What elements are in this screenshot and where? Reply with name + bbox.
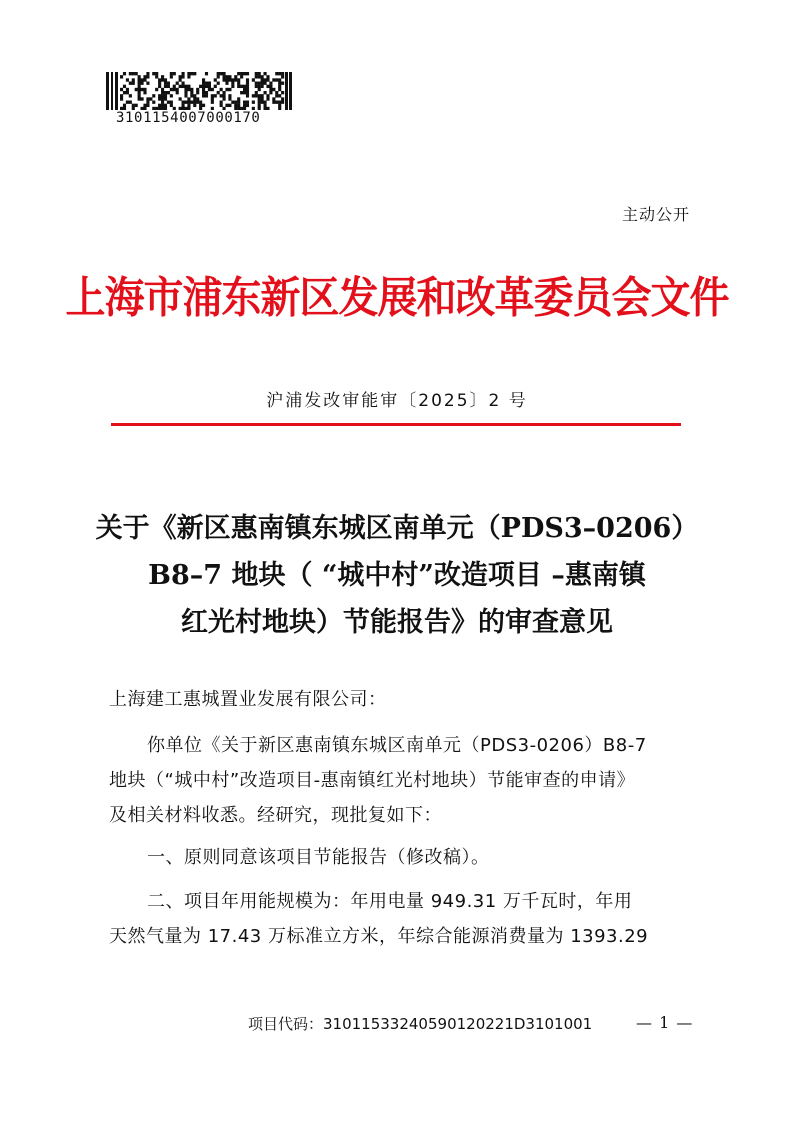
paragraph-receipt (109, 728, 694, 833)
paragraph-item-two (109, 884, 694, 954)
title-line: B8–7 地块（ “城中村”改造项目 –惠南镇 (148, 560, 646, 591)
paragraph-line: 天然气量为 17.43 万标准立方米，年综合能源消费量为 1393.29 (109, 926, 649, 947)
salutation: 上海建工惠城置业发展有限公司： (109, 689, 387, 710)
paragraph-line: 地块（“城中村”改造项目-惠南镇红光村地块）节能审查的申请》 (109, 770, 636, 791)
title-line: 关于《新区惠南镇东城区南单元（PDS3–0206） (95, 513, 699, 544)
document-number: 沪浦发改审能审〔2025〕2 号 (266, 391, 528, 411)
paragraph-line: 你单位《关于新区惠南镇东城区南单元（PDS3-0206）B8-7 (147, 735, 647, 756)
title-line: 红光村地块）节能报告》的审查意见 (181, 607, 613, 638)
paragraph-line: 及相关材料收悉。经研究，现批复如下： (109, 805, 442, 826)
page-number: — 1 — (636, 1013, 694, 1032)
paragraph-item-one (109, 840, 694, 875)
disclosure-label: 主动公开 (621, 205, 690, 224)
red-separator-line (111, 423, 681, 426)
document-barcode (106, 72, 292, 110)
paragraph-line: 一、原则同意该项目节能报告（修改稿）。 (147, 847, 490, 868)
paragraph-line: 二、项目年用能规模为：年用电量 949.31 万千瓦时，年用 (147, 891, 633, 912)
issuer-heading: 上海市浦东新区发展和改革委员会文件 (65, 272, 729, 324)
barcode-number: 3101154007000170 (116, 110, 261, 126)
document-title (0, 505, 794, 646)
project-code: 项目代码：31011533240590120221D3101001 (248, 1015, 593, 1033)
